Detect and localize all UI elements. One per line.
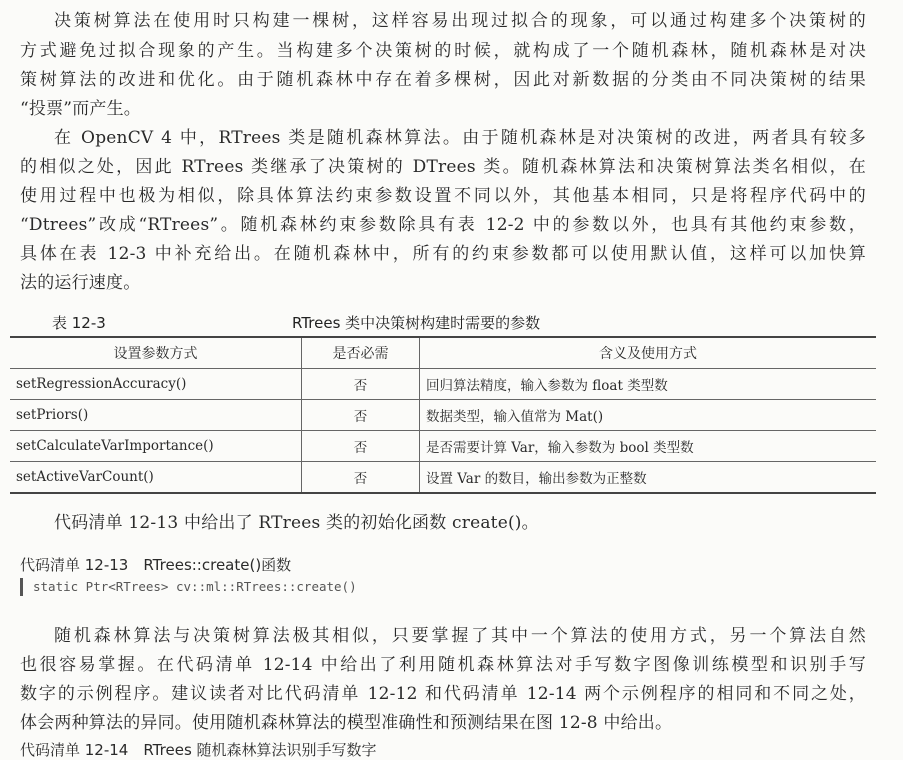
table-cell: setCalculateVarImportance() [10, 431, 302, 462]
table-header: 设置参数方式 [10, 337, 302, 369]
next-listing-title: 代码清单 12-14 RTrees 随机森林算法识别手写数字 [20, 741, 377, 759]
text-line: 也很容易掌握。在代码清单 12-14 中给出了利用随机森林算法对手写数字图像训练模型和识别手写 [20, 655, 866, 675]
parameters-table [10, 336, 876, 494]
code-block: static Ptr<RTrees> cv::ml::RTrees::create() [20, 578, 357, 596]
table-cell: 否 [302, 462, 420, 494]
text-line: 数字的示例程序。建议读者对比代码清单 12-12 和代码清单 12-14 两个示例程序的相同和不同之处， [20, 684, 866, 704]
text-line: 随机森林算法与决策树算法极其相似，只要掌握了其中一个算法的使用方式，另一个算法自然 [54, 626, 866, 646]
table-cell: 否 [302, 400, 420, 431]
table-cell: 设置 Var 的数目，输出参数为正整数 [420, 462, 877, 494]
table-row [10, 431, 876, 462]
text-line: 决策树算法在使用时只构建一棵树，这样容易出现过拟合的现象，可以通过构建多个决策树的 [54, 11, 866, 31]
table-cell: setPriors() [10, 400, 302, 431]
text-line: 在 OpenCV 4 中，RTrees 类是随机森林算法。由于随机森林是对决策树的改进，两者具有较多 [54, 128, 866, 148]
table-header-row [10, 337, 876, 369]
text-line: “投票”而产生。 [20, 99, 141, 119]
table-cell: setActiveVarCount() [10, 462, 302, 494]
table-cell: setRegressionAccuracy() [10, 369, 302, 400]
table-cell: 否 [302, 369, 420, 400]
text-line: 法的运行速度。 [20, 273, 141, 293]
table-number: 表 12-3 [52, 314, 106, 332]
text-line: 具体在表 12-3 中补充给出。在随机森林中，所有的约束参数都可以使用默认值，这样可以加快算 [20, 244, 866, 264]
text-line: 策树算法的改进和优化。由于随机森林中存在着多棵树，因此对新数据的分类由不同决策树的结果 [20, 70, 866, 90]
text-line: 体会两种算法的异同。使用随机森林算法的模型准确性和预测结果在图 12-8 中给出。 [20, 713, 673, 733]
paragraph-3: 代码清单 12-13 中给出了 RTrees 类的初始化函数 create()。 [54, 513, 539, 533]
text-line: 方式避免过拟合现象的产生。当构建多个决策树的时候，就构成了一个随机森林，随机森林是对决 [20, 41, 866, 61]
text-line: “Dtrees”改成“RTrees”。随机森林约束参数除具有表 12-2 中的参数以外，也具有其他约束参数， [20, 215, 866, 235]
text-line: 使用过程中也极为相似，除具体算法约束参数设置不同以外，其他基本相同，只是将程序代码中的 [20, 186, 866, 206]
listing-title: 代码清单 12-13 RTrees::create()函数 [20, 556, 292, 574]
table-caption: RTrees 类中决策树构建时需要的参数 [292, 314, 541, 332]
text-line: 的相似之处，因此 RTrees 类继承了决策树的 DTrees 类。随机森林算法和决策树算法类名相似，在 [20, 157, 866, 177]
table-cell: 回归算法精度，输入参数为 float 类型数 [420, 369, 877, 400]
table-cell: 是否需要计算 Var，输入参数为 bool 类型数 [420, 431, 877, 462]
table-header: 是否必需 [302, 337, 420, 369]
table-cell: 数据类型，输入值常为 Mat() [420, 400, 877, 431]
table-header: 含义及使用方式 [420, 337, 877, 369]
table-cell: 否 [302, 431, 420, 462]
table-row [10, 369, 876, 400]
table-row [10, 400, 876, 431]
table-row [10, 462, 876, 494]
